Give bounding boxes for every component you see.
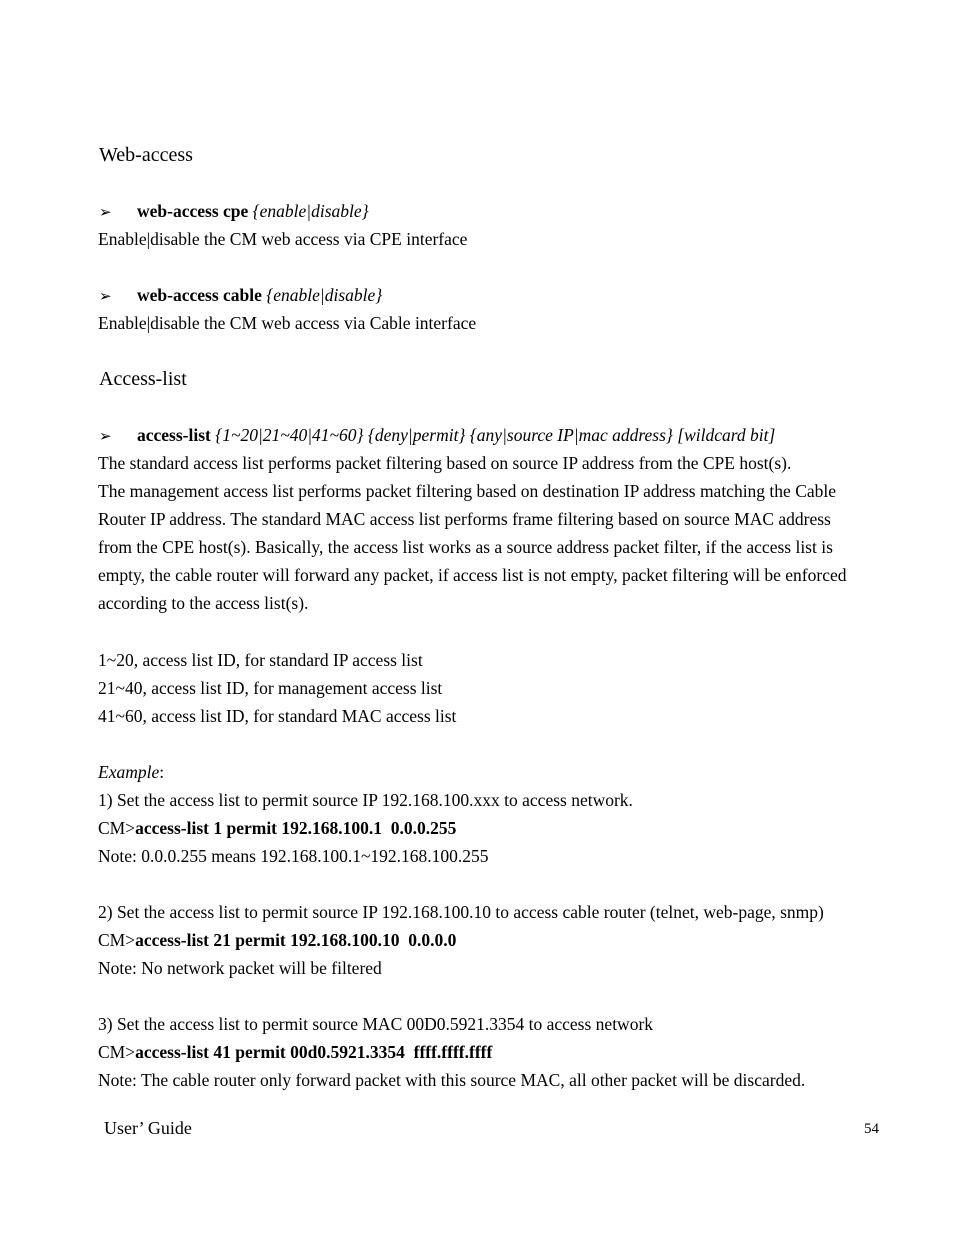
cli-command: access-list 41 permit 00d0.5921.3354 ffff.ffff.ffff xyxy=(135,1042,493,1062)
example-title: 3) Set the access list to permit source MAC 00D0.5921.3354 to access network xyxy=(98,1014,654,1034)
cli-prompt: CM> xyxy=(98,818,136,838)
id-line: 1~20, access list ID, for standard IP access list xyxy=(98,650,423,670)
id-line: 41~60, access list ID, for standard MAC access list xyxy=(98,706,457,726)
bullet-arrow-icon: ➢ xyxy=(99,289,112,305)
description-line: from the CPE host(s). Basically, the access list works as a source address packet filter, if the access list is xyxy=(98,537,833,557)
example-note: Note: The cable router only forward packet with this source MAC, all other packet will be discarded. xyxy=(98,1070,806,1090)
example-note: Note: 0.0.0.255 means 192.168.100.1~192.168.100.255 xyxy=(98,846,489,866)
example-label-colon: : xyxy=(159,762,165,782)
command-args: {1~20|21~40|41~60} {deny|permit} {any|source IP|mac address} [wildcard bit] xyxy=(215,425,776,445)
example-command xyxy=(98,1038,492,1066)
cli-command: access-list 1 permit 192.168.100.1 0.0.0.255 xyxy=(135,818,457,838)
description-line: The management access list performs packet filtering based on destination IP address matching the Cable xyxy=(98,481,837,501)
command-name: web-access cpe xyxy=(137,201,249,221)
command-description: Enable|disable the CM web access via CPE interface xyxy=(98,229,468,249)
example-title: 1) Set the access list to permit source IP 192.168.100.xxx to access network. xyxy=(98,790,633,810)
example-command xyxy=(98,926,456,954)
description-line: Router IP address. The standard MAC access list performs frame filtering based on source MAC address xyxy=(98,509,831,529)
section-heading-access-list: Access-list xyxy=(99,368,187,390)
cli-prompt: CM> xyxy=(98,930,136,950)
bullet-arrow-icon: ➢ xyxy=(99,429,112,445)
command-args: {enable|disable} xyxy=(252,201,369,221)
id-line: 21~40, access list ID, for management access list xyxy=(98,678,443,698)
command-description: Enable|disable the CM web access via Cable interface xyxy=(98,313,477,333)
command-web-access-cpe xyxy=(99,197,369,227)
description-line: empty, the cable router will forward any packet, if access list is not empty, packet filtering will be enforced xyxy=(98,565,847,585)
example-note: Note: No network packet will be filtered xyxy=(98,958,382,978)
example-label-text: Example xyxy=(98,762,160,782)
bullet-arrow-icon: ➢ xyxy=(99,205,112,221)
description-line: The standard access list performs packet filtering based on source IP address from the CPE host(s). xyxy=(98,453,792,473)
command-name: access-list xyxy=(137,425,211,445)
example-label xyxy=(98,758,164,786)
example-title: 2) Set the access list to permit source IP 192.168.100.10 to access cable router (telnet, web-page, snmp) xyxy=(98,902,824,922)
footer-guide-title: User’ Guide xyxy=(104,1118,192,1138)
command-args: {enable|disable} xyxy=(266,285,383,305)
example-command xyxy=(98,814,456,842)
command-name: web-access cable xyxy=(137,285,262,305)
command-access-list xyxy=(99,421,775,451)
command-web-access-cable xyxy=(99,281,382,311)
cli-command: access-list 21 permit 192.168.100.10 0.0.0.0 xyxy=(135,930,457,950)
section-heading-web-access: Web-access xyxy=(99,144,193,166)
cli-prompt: CM> xyxy=(98,1042,136,1062)
description-line: according to the access list(s). xyxy=(98,593,309,613)
page-number: 54 xyxy=(864,1121,879,1137)
